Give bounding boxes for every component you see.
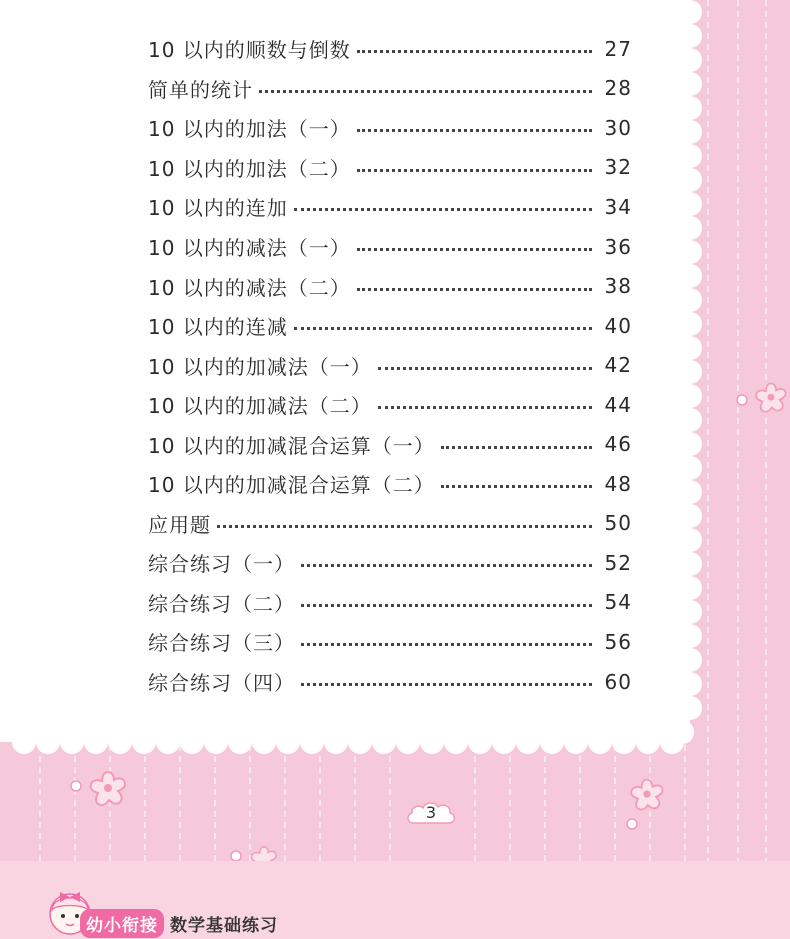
- toc-title: 10 以内的顺数与倒数: [148, 38, 351, 63]
- table-of-contents: [148, 29, 632, 701]
- toc-entry[interactable]: [148, 29, 632, 69]
- toc-page-number: 28: [604, 76, 632, 101]
- toc-entry[interactable]: [148, 385, 632, 425]
- toc-title: 10 以内的加减法（一）: [148, 354, 372, 379]
- toc-entry[interactable]: [148, 504, 632, 544]
- dot-leader: [294, 208, 592, 211]
- dot-leader: [301, 604, 592, 607]
- toc-page-number: 38: [604, 274, 632, 299]
- flower-icon: [86, 768, 130, 810]
- toc-title: 10 以内的减法（二）: [148, 275, 351, 300]
- toc-entry[interactable]: [148, 108, 632, 148]
- toc-title: 综合练习（二）: [148, 591, 295, 616]
- toc-entry[interactable]: [148, 424, 632, 464]
- toc-entry[interactable]: [148, 662, 632, 702]
- toc-entry[interactable]: [148, 622, 632, 662]
- dot-leader: [378, 406, 592, 409]
- toc-entry[interactable]: [148, 306, 632, 346]
- toc-page-number: 40: [604, 313, 632, 338]
- toc-title: 10 以内的连加: [148, 196, 288, 221]
- toc-page-number: 56: [604, 629, 632, 654]
- toc-title: 10 以内的加法（二）: [148, 156, 351, 181]
- toc-page-number: 36: [604, 234, 632, 259]
- page-number: 3: [425, 803, 437, 822]
- dot-leader: [259, 90, 592, 93]
- toc-page-number: 34: [604, 194, 632, 219]
- toc-title: 综合练习（一）: [148, 552, 295, 577]
- dot-leader: [301, 683, 592, 686]
- toc-title: 10 以内的加减混合运算（一）: [148, 433, 435, 458]
- toc-title: 应用题: [148, 512, 211, 537]
- dot-leader: [357, 129, 592, 132]
- toc-title: 简单的统计: [148, 77, 253, 102]
- toc-page-number: 46: [604, 432, 632, 457]
- toc-entry[interactable]: [148, 69, 632, 109]
- toc-page-number: 50: [604, 511, 632, 536]
- flower-icon: [627, 776, 667, 814]
- dot-leader: [378, 367, 592, 370]
- toc-page-number: 54: [604, 590, 632, 615]
- dot-leader: [301, 643, 592, 646]
- toc-title: 综合练习（三）: [148, 631, 295, 656]
- toc-page-number: 30: [604, 115, 632, 140]
- dot-leader: [357, 50, 592, 53]
- small-flower-icon: [626, 818, 638, 830]
- dot-leader: [441, 485, 592, 488]
- toc-page-number: 44: [604, 392, 632, 417]
- dot-leader: [301, 564, 592, 567]
- toc-title: 10 以内的减法（一）: [148, 236, 351, 260]
- series-badge: 幼小衔接: [80, 909, 164, 938]
- toc-title: 10 以内的加减法（二）: [148, 394, 372, 419]
- dot-leader: [357, 169, 592, 172]
- toc-page-number: 42: [604, 353, 632, 378]
- toc-entry[interactable]: [148, 187, 632, 227]
- toc-title: 10 以内的加法（一）: [148, 117, 351, 142]
- toc-entry[interactable]: [148, 148, 632, 188]
- toc-entry[interactable]: [148, 266, 632, 306]
- toc-page-number: 52: [604, 550, 632, 575]
- dot-leader: [294, 327, 592, 330]
- toc-page-number: 27: [604, 36, 632, 61]
- flower-icon: [752, 380, 790, 416]
- dot-leader: [441, 446, 592, 449]
- toc-title: 10 以内的连减: [148, 315, 288, 340]
- dot-leader: [217, 525, 592, 528]
- small-flower-icon: [736, 394, 748, 406]
- toc-page-number: 48: [604, 471, 632, 496]
- book-title: 数学基础练习: [170, 916, 278, 936]
- small-flower-icon: [70, 780, 82, 792]
- toc-entry[interactable]: [148, 583, 632, 623]
- toc-entry[interactable]: [148, 345, 632, 385]
- toc-entry[interactable]: [148, 464, 632, 504]
- toc-entry[interactable]: [148, 543, 632, 583]
- dot-leader: [357, 248, 592, 251]
- toc-page-number: 32: [604, 155, 632, 180]
- toc-title: 10 以内的加减混合运算（二）: [148, 473, 435, 498]
- dot-leader: [357, 288, 592, 291]
- toc-title: 综合练习（四）: [148, 671, 295, 696]
- toc-entry[interactable]: [148, 227, 632, 267]
- toc-page-number: 60: [604, 669, 632, 694]
